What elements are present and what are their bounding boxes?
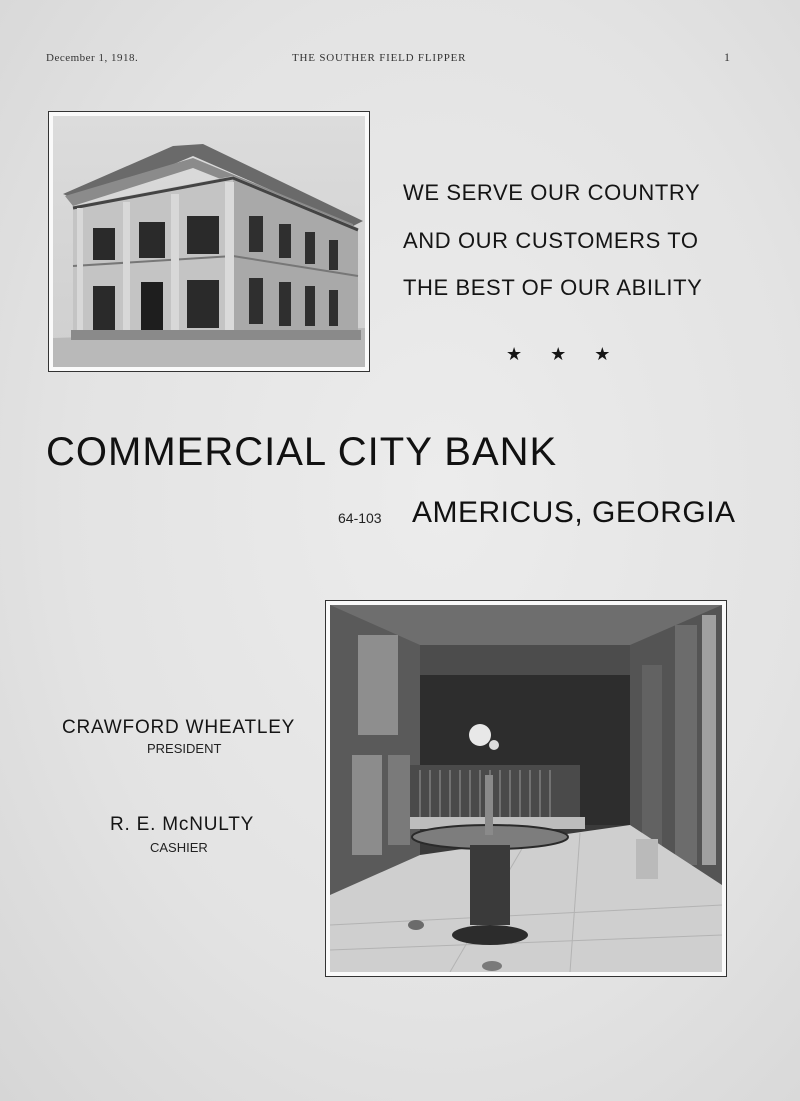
bank-location: AMERICUS, GEORGIA: [412, 496, 736, 529]
president-name: CRAWFORD WHEATLEY: [62, 717, 296, 738]
bank-code: 64-103: [338, 510, 382, 526]
slogan-line-2: AND OUR CUSTOMERS TO: [403, 228, 699, 253]
bank-interior-photo: [325, 600, 727, 977]
slogan-line-1: WE SERVE OUR COUNTRY: [403, 180, 701, 205]
publication-title: THE SOUTHER FIELD FLIPPER: [292, 52, 467, 64]
page-number: 1: [724, 50, 731, 64]
slogan-line-3: THE BEST OF OUR ABILITY: [403, 275, 703, 300]
cashier-name: R. E. McNULTY: [110, 814, 255, 835]
star-ornament: ★★★: [506, 344, 639, 364]
cashier-title: CASHIER: [150, 840, 208, 855]
bank-building-photo: [48, 111, 370, 372]
president-title: PRESIDENT: [147, 741, 222, 756]
issue-date: December 1, 1918.: [46, 52, 139, 64]
bank-name: COMMERCIAL CITY BANK: [46, 430, 558, 474]
